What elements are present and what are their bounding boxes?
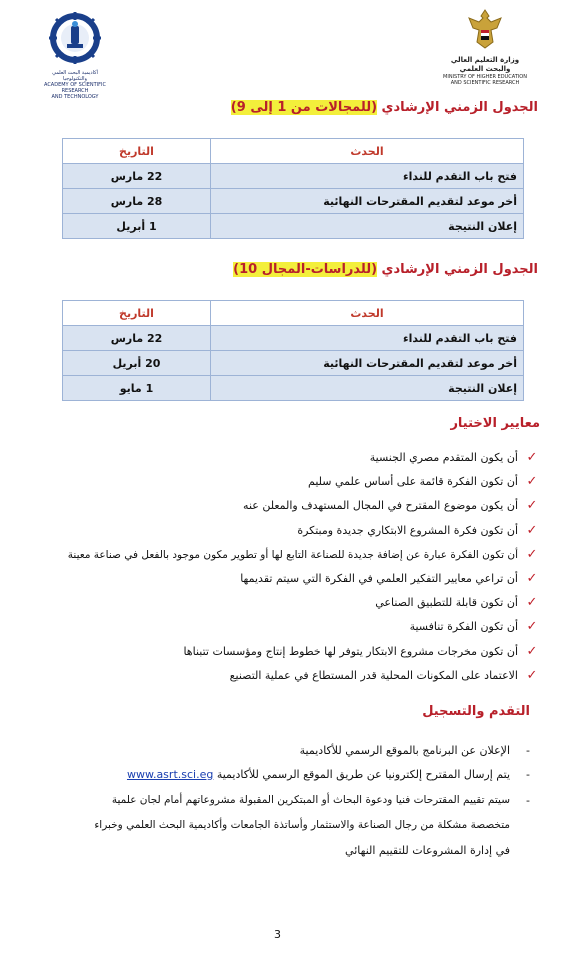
- list-item: [20, 640, 540, 664]
- date-cell: 22 مارس: [63, 164, 211, 189]
- checkmark-icon: ✓: [526, 667, 538, 683]
- event-cell: أخر موعد لتقديم المقترحات النهائية: [211, 351, 524, 376]
- bullet-dash: -: [526, 744, 530, 757]
- event-cell: أخر موعد لتقديم المقترحات النهائية: [211, 189, 524, 214]
- list-item: [20, 615, 540, 639]
- table2-title-highlight: (للدراسات-المجال 10): [233, 262, 378, 277]
- table1-title-prefix: الجدول الزمني الإرشادي: [377, 100, 538, 115]
- academy-caption: أكاديمية البحث العلمي والتكنولوجيا ACADEMY OF SCIENTIFIC RESEARCH AND TECHNOLOGY: [43, 70, 107, 100]
- date-column-header: التاريخ: [63, 139, 211, 164]
- bullet-dash: -: [526, 768, 530, 781]
- criteria-text: أن تكون الفكرة قائمة على أساس علمي سليم: [308, 475, 518, 489]
- list-item: [20, 494, 540, 518]
- registration-item-2-text: يتم إرسال المقترح إلكترونيا عن طريق الموقع الرسمي للأكاديمية: [213, 768, 510, 781]
- registration-item-2: [127, 768, 510, 781]
- checkmark-icon: ✓: [526, 498, 538, 514]
- criteria-title: معايير الاختيار: [450, 416, 540, 431]
- list-item: [20, 567, 540, 591]
- checkmark-icon: ✓: [526, 643, 538, 659]
- checkmark-icon: ✓: [526, 474, 538, 490]
- list-item: [20, 543, 540, 567]
- event-cell: إعلان النتيجة: [211, 376, 524, 401]
- criteria-text: أن تكون مخرجات مشروع الابتكار يتوفر لها خطوط إنتاج ومؤسسات تتبناها: [183, 644, 518, 658]
- academy-logo: [40, 10, 110, 100]
- registration-item-3-line2: متخصصة مشكلة من رجال الصناعة والاستثمار وأساتذة الجامعات وأكاديمية البحث العلمي وخبراء: [94, 819, 510, 831]
- list-item: [20, 519, 540, 543]
- checkmark-icon: ✓: [526, 546, 538, 562]
- criteria-text: أن يكون المتقدم مصري الجنسية: [369, 451, 518, 465]
- event-column-header: الحدث: [211, 139, 524, 164]
- criteria-text: أن يكون موضوع المقترح في المجال المستهدف والمعلن عنه: [243, 499, 518, 513]
- table-row: [63, 189, 524, 214]
- table-row: [63, 164, 524, 189]
- date-column-header: التاريخ: [63, 301, 211, 326]
- registration-item-1: الإعلان عن البرنامج بالموقع الرسمي للأكاديمية: [299, 744, 510, 757]
- criteria-text: أن تراعي معايير التفكير العلمي في الفكرة التي سيتم تقديمها: [240, 572, 518, 586]
- bullet-dash: -: [526, 794, 530, 807]
- table-header-row: [63, 139, 524, 164]
- checkmark-icon: ✓: [526, 571, 538, 587]
- criteria-text: أن تكون الفكرة تنافسية: [409, 620, 518, 634]
- criteria-text: أن تكون قابلة للتطبيق الصناعي: [375, 596, 518, 610]
- eagle-emblem-icon: [465, 8, 505, 52]
- registration-item-3-line1: سيتم تقييم المقترحات فنيا ودعوة البحاث أو المبتكرين المقبولة مشروعاتهم أمام لجان علمية: [111, 794, 510, 806]
- registration-item-3-line3: في إدارة المشروعات للتقييم النهائي: [345, 844, 510, 857]
- table1-title: [231, 100, 538, 115]
- page-number: 3: [274, 928, 281, 941]
- list-item: [20, 591, 540, 615]
- registration-title: التقدم والتسجيل: [422, 704, 530, 719]
- academy-emblem-icon: [47, 10, 103, 66]
- table-row: [63, 351, 524, 376]
- event-column-header: الحدث: [211, 301, 524, 326]
- website-link[interactable]: www.asrt.sci.eg: [126, 768, 214, 781]
- criteria-list: [20, 446, 540, 688]
- list-item: [20, 664, 540, 688]
- ministry-name-ar: وزارة التعليم العالي والبحث العلمي: [450, 56, 520, 73]
- table-header-row: [63, 301, 524, 326]
- criteria-text: أن تكون فكرة المشروع الابتكاري جديدة ومبتكرة: [297, 523, 518, 537]
- date-cell: 1 مايو: [63, 376, 211, 401]
- table-row: [63, 376, 524, 401]
- date-cell: 22 مارس: [63, 326, 211, 351]
- date-cell: 28 مارس: [63, 189, 211, 214]
- event-cell: فتح باب التقدم للنداء: [211, 164, 524, 189]
- table2-title: [233, 262, 538, 277]
- list-item: [20, 446, 540, 470]
- table2-title-prefix: الجدول الزمني الإرشادي: [377, 262, 538, 277]
- table-row: [63, 214, 524, 239]
- ministry-name-en: MINISTRY OF HIGHER EDUCATION AND SCIENTIFIC RESEARCH: [443, 74, 527, 86]
- ministry-logo: [440, 8, 530, 88]
- criteria-text: أن تكون الفكرة عبارة عن إضافة جديدة للصناعة التابع لها أو تطوير مكون موجود بالفعل في صناعة معينة: [67, 548, 518, 561]
- schedule-table-2: [62, 300, 524, 401]
- checkmark-icon: ✓: [526, 619, 538, 635]
- checkmark-icon: ✓: [526, 595, 538, 611]
- table-row: [63, 326, 524, 351]
- schedule-table-1: [62, 138, 524, 239]
- table1-title-highlight: (للمجالات من 1 إلى 9): [230, 100, 378, 115]
- event-cell: فتح باب التقدم للنداء: [211, 326, 524, 351]
- date-cell: 1 أبريل: [63, 214, 211, 239]
- list-item: [20, 470, 540, 494]
- date-cell: 20 أبريل: [63, 351, 211, 376]
- criteria-text: الاعتماد على المكونات المحلية قدر المستطاع في عملية التصنيع: [229, 668, 518, 682]
- checkmark-icon: ✓: [526, 522, 538, 538]
- checkmark-icon: ✓: [526, 450, 538, 466]
- event-cell: إعلان النتيجة: [211, 214, 524, 239]
